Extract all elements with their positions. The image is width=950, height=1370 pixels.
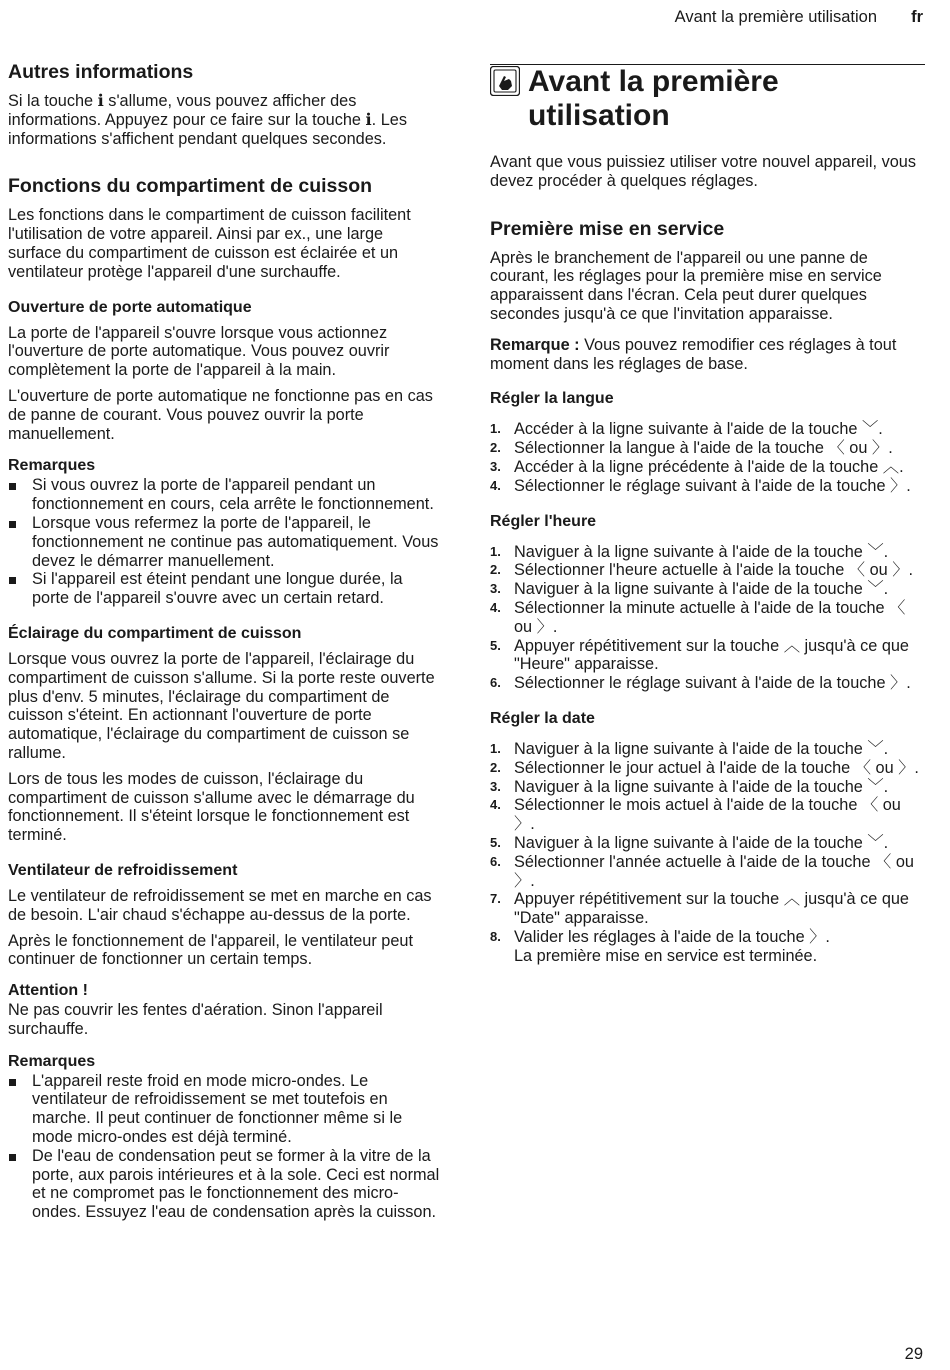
chapter-title-text: Avant la première utilisation <box>528 65 779 132</box>
remarque-note <box>490 336 925 374</box>
subheading-ouverture: Ouverture de porte automatique <box>8 298 252 316</box>
list-item: 2. Sélectionner la langue à l'aide de la touche 〈 ou 〉. <box>490 439 893 458</box>
list-item: 1. Naviguer à la ligne suivante à l'aide de la touche ﹀. <box>490 739 889 758</box>
ventilateur-p2: Après le fonctionnement de l'appareil, le ventilateur peut continuer de fonctionner un certain temps. <box>8 931 413 969</box>
left-column <box>8 56 440 1222</box>
list-item: 1. Accéder à la ligne suivante à l'aide de la touche ﹀. <box>490 420 883 439</box>
list-item: 4. Sélectionner le mois actuel à l'aide de la touche 〈 ou 〉. <box>490 796 901 834</box>
list-item: 6. Sélectionner l'année actuelle à l'aide de la touche 〈 ou 〉. <box>490 852 914 890</box>
intro-text: Avant que vous puissiez utiliser votre nouvel appareil, vous devez procéder à quelques réglages. <box>490 153 916 190</box>
list-item: 2. Sélectionner l'heure actuelle à l'aide la touche 〈 ou 〉. <box>490 561 914 580</box>
remarques-label: Remarques <box>8 1052 96 1070</box>
section-heading-fonctions: Fonctions du compartiment de cuisson <box>8 175 373 198</box>
header-title: Avant la première utilisation <box>674 8 877 26</box>
list-item: Si vous ouvrez la porte de l'appareil pendant un fonctionnement en cours, cela arrête le fonctionnement. <box>8 476 440 514</box>
page-header <box>0 6 950 28</box>
list-item: 3. Naviguer à la ligne suivante à l'aide de la touche ﹀. <box>490 580 889 599</box>
bullet-icon <box>9 577 16 584</box>
remarque-text: Vous pouvez remodifier ces réglages à tout moment dans les réglages de base. <box>490 335 897 373</box>
list-item: L'appareil reste froid en mode micro-ondes. Le ventilateur de refroidissement se met toutefois en marche. Il peut continuer de fonctionner même si le mode micro-ondes est déjà terminé. <box>8 1072 440 1147</box>
eclairage-p1: Lorsque vous ouvrez la porte de l'appareil, l'éclairage du compartiment de cuisson s'allume. Si la porte reste ouverte plus d'env. 5 minutes, l'éclairage du compartiment de cuisson s'éteint. En actionnant l'ouverture de porte automatique, l'éclairage du compartiment de cuisson se rallume. <box>8 649 435 762</box>
list-item: 2. Sélectionner le jour actuel à l'aide de la touche 〈 ou 〉. <box>490 758 919 777</box>
subheading-heure: Régler l'heure <box>490 512 597 530</box>
subheading-langue: Régler la langue <box>490 390 614 408</box>
subheading-ventilateur: Ventilateur de refroidissement <box>8 861 238 879</box>
ouverture-p2: L'ouverture de porte automatique ne fonctionne pas en cas de panne de courant. Vous pouvez ouvrir la porte manuellement. <box>8 386 433 443</box>
section-heading-premiere: Première mise en service <box>490 217 725 240</box>
date-steps <box>490 740 925 966</box>
autres-text: Si la touche ℹ s'allume, vous pouvez afficher des informations. Appuyez pour ce faire sur la touche ℹ. Les informations s'affichent pendant quelques secondes. <box>8 92 407 148</box>
bullet-icon <box>9 1154 16 1161</box>
fonctions-text: Les fonctions dans le compartiment de cuisson facilitent l'utilisation de votre appareil. Ainsi par ex., une large surface du compartiment de cuisson est éclairée et un ventilateur protège l'appareil d'une surchauffe. <box>8 206 411 281</box>
remarques-label: Remarques <box>8 457 96 475</box>
langue-steps <box>490 420 925 495</box>
bullet-icon <box>9 1079 16 1086</box>
list-item: Lorsque vous refermez la porte de l'appareil, le fonctionnement ne continue pas automatiquement. Vous devez le démarrer manuellement. <box>8 514 440 570</box>
list-item: 3. Accéder à la ligne précédente à l'aide de la touche ︿. <box>490 457 904 476</box>
header-language: fr <box>911 8 923 26</box>
attention-label: Attention ! <box>8 982 88 1000</box>
bullet-icon <box>9 521 16 528</box>
premiere-text: Après le branchement de l'appareil ou une panne de courant, les réglages pour la première mise en service apparaissent dans l'écran. Cela peut durer quelques secondes jusqu'à ce que l'invitation apparaisse. <box>490 248 882 323</box>
list-item: 4. Sélectionner le réglage suivant à l'aide de la touche 〉. <box>490 476 911 495</box>
attention-text: Ne pas couvrir les fentes d'aération. Sinon l'appareil surchauffe. <box>8 1001 383 1038</box>
subheading-date: Régler la date <box>490 709 595 727</box>
list-item: 5. Appuyer répétitivement sur la touche ︿ jusqu'à ce que "Heure" apparaisse. <box>490 636 909 674</box>
list-item-final: La première mise en service est terminée. <box>514 946 818 965</box>
eclairage-p2: Lors de tous les modes de cuisson, l'éclairage du compartiment de cuisson s'allume avec le démarrage du fonctionnement. Il s'éteint lorsque le fonctionnement est terminé. <box>8 769 415 845</box>
page-number: 29 <box>904 1345 923 1363</box>
hand-on-appliance-icon <box>490 66 520 96</box>
heure-steps <box>490 543 925 693</box>
chapter-title <box>490 64 925 133</box>
list-item: 7. Appuyer répétitivement sur la touche ︿ jusqu'à ce que "Date" apparaisse. <box>490 890 909 928</box>
ouverture-p1: La porte de l'appareil s'ouvre lorsque vous actionnez l'ouverture de porte automatique. Vous pouvez ouvrir complètement la porte de l'appareil à la main. <box>8 323 390 380</box>
list-item: Si l'appareil est éteint pendant une longue durée, la porte de l'appareil s'ouvre avec un certain retard. <box>8 570 440 608</box>
list-item: 5. Naviguer à la ligne suivante à l'aide de la touche ﹀. <box>490 833 889 852</box>
section-heading-autres: Autres informations <box>8 61 194 83</box>
subheading-eclairage: Éclairage du compartiment de cuisson <box>8 624 302 642</box>
list-item: 8. Valider les réglages à l'aide de la touche 〉. <box>490 927 830 946</box>
list-item: 6. Sélectionner le réglage suivant à l'aide de la touche 〉. <box>490 674 911 693</box>
list-item: 4. Sélectionner la minute actuelle à l'aide de la touche 〈 ou 〉. <box>490 598 906 636</box>
list-item: 3. Naviguer à la ligne suivante à l'aide de la touche ﹀. <box>490 777 889 796</box>
bullet-icon <box>9 483 16 490</box>
ventilateur-p1: Le ventilateur de refroidissement se met en marche en cas de besoin. L'air chaud s'échappe au-dessus de la porte. <box>8 886 432 924</box>
right-column <box>490 64 925 966</box>
list-item: De l'eau de condensation peut se former à la vitre de la porte, aux parois intérieures et à la sole. Ceci est normal et ne compromet pas le fonctionnement des micro-ondes. Essuyez l'eau de condensation après la cuisson. <box>8 1147 440 1222</box>
list-item: 1. Naviguer à la ligne suivante à l'aide de la touche ﹀. <box>490 542 889 561</box>
remarque-label: Remarque : <box>490 335 580 354</box>
